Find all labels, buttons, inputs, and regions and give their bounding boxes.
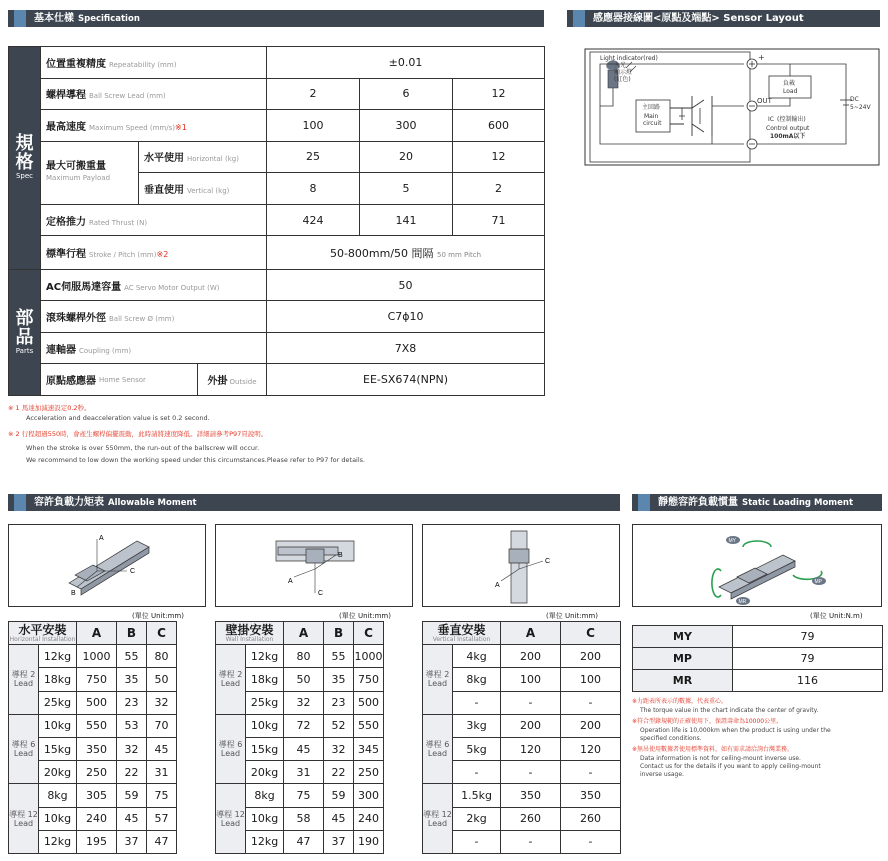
- vertical-moment-table: [422, 621, 621, 854]
- static-key: MY: [633, 626, 733, 648]
- moment-cell: 22: [117, 761, 147, 784]
- moment-cell: 45: [117, 807, 147, 830]
- moment-cell: 32: [284, 691, 324, 714]
- spec-table: [8, 46, 545, 396]
- static-note-3-en-b: Contact us for the details if you want to apply ceiling-mount: [640, 763, 821, 770]
- static-heading-zh: 靜態容許負載慣量: [658, 497, 738, 508]
- table-row: [216, 668, 414, 691]
- lead-label: 螺桿導程 Ball Screw Lead (mm): [41, 78, 267, 110]
- load-cell: 12kg: [246, 830, 284, 853]
- rated-thrust-value: 71: [453, 204, 545, 236]
- load-cell: 10kg: [246, 714, 284, 737]
- moment-cell: 350: [501, 784, 561, 807]
- spec-note-2-en: When the stroke is over 550mm, the run-out of the ballscrew will occur.: [26, 444, 260, 452]
- table-row: [9, 714, 207, 737]
- table-row: [9, 807, 207, 830]
- table-header-row: [216, 622, 414, 645]
- transistor-icon: [670, 96, 712, 136]
- label-b: B: [338, 552, 343, 559]
- parts-side-en: Parts: [15, 346, 34, 355]
- install-title: [9, 622, 77, 645]
- column-header: C: [561, 622, 621, 645]
- moment-cell: 200: [501, 714, 561, 737]
- max-speed-label: 最高速度 Maximum Speed (mm/s)※1: [41, 110, 267, 142]
- vertical-install-diagram: [422, 524, 620, 607]
- install-title-en: Vertical Installation: [432, 635, 491, 643]
- moment-cell: 35: [324, 668, 354, 691]
- moment-cell: 120: [501, 737, 561, 760]
- stroke-value: 50-800mm/50 間隔 50 mm Pitch: [267, 236, 545, 270]
- moment-cell: 22: [324, 761, 354, 784]
- static-note-2: ※符合型錄規範的正確使用下，保證壽命為10000公里。: [632, 718, 783, 725]
- repeatability-label: 位置重複精度 Repeatability (mm): [41, 47, 267, 79]
- moment-cell: 72: [284, 714, 324, 737]
- moment-cell: 32: [117, 737, 147, 760]
- load-cell: 20kg: [39, 761, 77, 784]
- sensor-heading: 感應器接線圖<原點及端點> Sensor Layout: [567, 10, 880, 27]
- load-cell: 1.5kg: [453, 784, 501, 807]
- payload-vertical-value: 5: [360, 173, 453, 205]
- label-a: A: [495, 582, 500, 589]
- install-title-zh: 壁掛安裝: [225, 622, 274, 637]
- static-value: 116: [733, 670, 883, 692]
- servo-value: 50: [267, 269, 545, 301]
- moment-cell: 23: [324, 691, 354, 714]
- moment-cell: 55: [324, 645, 354, 668]
- table-row: [216, 645, 414, 668]
- load-cell: 10kg: [39, 807, 77, 830]
- install-title-zh: 垂直安裝: [437, 622, 486, 637]
- load-cell: 18kg: [246, 668, 284, 691]
- moment-heading-en: Allowable Moment: [108, 498, 197, 508]
- wall-install-diagram: [215, 524, 413, 607]
- moment-cell: 47: [147, 830, 177, 853]
- lead-value: 2: [267, 78, 360, 110]
- moment-cell: 1000: [77, 645, 117, 668]
- payload-horizontal-value: 12: [453, 141, 545, 173]
- label-my: MY: [728, 538, 736, 544]
- moment-cell: 550: [354, 714, 384, 737]
- stroke-label: 標準行程 Stroke / Pitch (mm)※2: [41, 236, 267, 270]
- table-row: [423, 668, 621, 691]
- control-output-en: Control output: [766, 125, 810, 132]
- load-cell: 15kg: [39, 737, 77, 760]
- load-en: Load: [783, 88, 798, 95]
- moment-cell: -: [561, 761, 621, 784]
- lead-label: 導程 2 Lead: [216, 645, 246, 715]
- label-c: C: [545, 558, 551, 565]
- moment-cell: 59: [117, 784, 147, 807]
- moment-cell: 500: [77, 691, 117, 714]
- table-row: [423, 691, 621, 714]
- table-row: [423, 645, 621, 668]
- table-row: [633, 648, 883, 670]
- moment-cell: 75: [147, 784, 177, 807]
- moment-unit-2: (單位 Unit:mm): [339, 612, 391, 620]
- load-cell: 8kg: [453, 668, 501, 691]
- spec-note-1: ※ 1 馬達加減速設定0.2秒。: [8, 404, 91, 412]
- moment-heading: [8, 494, 620, 511]
- static-key: MR: [633, 670, 733, 692]
- moment-cell: 200: [501, 645, 561, 668]
- column-header: B: [324, 622, 354, 645]
- lead-label: 導程 12 Lead: [216, 784, 246, 854]
- horizontal-moment-table: [8, 621, 207, 854]
- max-speed-value: 600: [453, 110, 545, 142]
- static-note-3-en: Data information is not for ceiling-mount inverse use.: [640, 755, 801, 762]
- spec-heading-zh: 基本仕樣: [34, 13, 74, 24]
- ball-screw-dia-label: 滾珠螺桿外徑 Ball Screw Ø (mm): [41, 301, 267, 333]
- moment-cell: 250: [354, 761, 384, 784]
- coupling-label: 連軸器 Coupling (mm): [41, 332, 267, 364]
- load-cell: 12kg: [39, 645, 77, 668]
- lead-label: 導程 12 Lead: [423, 784, 453, 854]
- load-cell: 15kg: [246, 737, 284, 760]
- moment-cell: 190: [354, 830, 384, 853]
- moment-cell: -: [501, 761, 561, 784]
- max-speed-value: 100: [267, 110, 360, 142]
- coupling-value: 7X8: [267, 332, 545, 364]
- ball-screw-dia-value: C7ϕ10: [267, 301, 545, 333]
- label-b: B: [71, 590, 76, 597]
- moment-cell: 350: [77, 737, 117, 760]
- column-header: A: [77, 622, 117, 645]
- light-zh-1: 入光: [614, 62, 627, 69]
- light-zh-2: 顯示燈: [614, 69, 633, 76]
- static-note-3-en-c: inverse usage.: [640, 771, 684, 778]
- label-c: C: [318, 590, 324, 597]
- payload-horizontal-label: 水平使用 Horizontal (kg): [139, 141, 267, 173]
- table-row: [9, 830, 207, 853]
- main-circuit-en-1: Main: [644, 113, 659, 120]
- load-cell: 5kg: [453, 737, 501, 760]
- moment-cell: 45: [284, 737, 324, 760]
- table-row: [633, 626, 883, 648]
- payload-vertical-value: 8: [267, 173, 360, 205]
- spec-side-en: Spec: [15, 172, 34, 181]
- moment-cell: 59: [324, 784, 354, 807]
- mr-rotation-icon: [712, 569, 721, 597]
- moment-cell: 57: [147, 807, 177, 830]
- label-c: C: [130, 568, 136, 575]
- table-row: [423, 807, 621, 830]
- table-row: [216, 784, 414, 807]
- moment-cell: 100: [561, 668, 621, 691]
- moment-cell: 32: [324, 737, 354, 760]
- load-cell: 2kg: [453, 807, 501, 830]
- static-moment-diagram: [632, 524, 882, 607]
- moment-cell: 37: [324, 830, 354, 853]
- lead-value: 6: [360, 78, 453, 110]
- lead-label: 導程 6 Lead: [216, 714, 246, 784]
- moment-cell: 240: [354, 807, 384, 830]
- static-note-1: ※力距表所表示的數據，代表重心。: [632, 698, 728, 705]
- payload-horizontal-value: 25: [267, 141, 360, 173]
- moment-cell: 45: [324, 807, 354, 830]
- moment-cell: 52: [324, 714, 354, 737]
- home-sensor-value: EE-SX674(NPN): [267, 364, 545, 396]
- lead-value: 12: [453, 78, 545, 110]
- spec-heading-en: Specification: [78, 14, 140, 24]
- load-cell: -: [453, 691, 501, 714]
- load-cell: 10kg: [39, 714, 77, 737]
- moment-cell: 200: [561, 645, 621, 668]
- ic-label: IC: [768, 116, 774, 123]
- moment-cell: 750: [77, 668, 117, 691]
- load-cell: 25kg: [39, 691, 77, 714]
- load-cell: -: [453, 830, 501, 853]
- moment-cell: 80: [284, 645, 324, 668]
- moment-unit-1: (單位 Unit:mm): [132, 612, 184, 620]
- repeatability-value: ±0.01: [267, 47, 545, 79]
- table-row: [216, 830, 414, 853]
- moment-cell: 31: [284, 761, 324, 784]
- label-mp: MP: [814, 579, 822, 585]
- spec-heading: [8, 10, 544, 27]
- spec-note-2: ※ 2 行程超過550時，會產生螺桿偏擺震動，此時請將速度降低。詳細請參考P97頁說明。: [8, 430, 268, 438]
- static-moment-table: [632, 625, 883, 692]
- moment-cell: 260: [501, 807, 561, 830]
- moment-cell: -: [561, 830, 621, 853]
- install-title: [423, 622, 501, 645]
- moment-cell: -: [501, 691, 561, 714]
- moment-cell: 75: [284, 784, 324, 807]
- column-header: C: [147, 622, 177, 645]
- load-cell: 12kg: [246, 645, 284, 668]
- install-title-en: Horizontal Installation: [9, 635, 76, 643]
- table-row: [216, 691, 414, 714]
- moment-cell: 120: [561, 737, 621, 760]
- load-cell: 25kg: [246, 691, 284, 714]
- table-row: [216, 807, 414, 830]
- moment-cell: -: [501, 830, 561, 853]
- moment-cell: 350: [561, 784, 621, 807]
- moment-cell: 195: [77, 830, 117, 853]
- table-row: [216, 714, 414, 737]
- table-row: [423, 784, 621, 807]
- moment-cell: 37: [117, 830, 147, 853]
- static-note-1-en: The torque value in the chart indicate the center of gravity.: [640, 707, 819, 714]
- wall-moment-table: [215, 621, 414, 854]
- static-value: 79: [733, 626, 883, 648]
- spec-note-1-en: Acceleration and deacceleration value is set 0.2 second.: [26, 414, 210, 422]
- static-unit: (單位 Unit:N.m): [810, 612, 863, 620]
- table-row: [9, 737, 207, 760]
- spec-side-zh: 規格: [15, 133, 34, 174]
- table-header-row: [9, 622, 207, 645]
- control-output-value: 100mA以下: [770, 133, 806, 140]
- table-row: [9, 668, 207, 691]
- sensor-frame: [585, 49, 879, 165]
- moment-cell: 50: [284, 668, 324, 691]
- out-label: OUT: [757, 97, 772, 105]
- moment-unit-3: (單位 Unit:mm): [546, 612, 598, 620]
- table-row: [216, 737, 414, 760]
- moment-cell: 305: [77, 784, 117, 807]
- static-heading-en: Static Loading Moment: [742, 498, 854, 508]
- static-note-2-en-b: specified conditions.: [640, 735, 702, 742]
- column-header: C: [354, 622, 384, 645]
- install-title: [216, 622, 284, 645]
- column-header: A: [501, 622, 561, 645]
- table-row: [9, 761, 207, 784]
- horizontal-install-diagram: [8, 524, 206, 607]
- moment-cell: 500: [354, 691, 384, 714]
- max-payload-label: 最大可搬重量 Maximum Payload: [41, 141, 139, 204]
- label-a: A: [288, 578, 293, 585]
- moment-cell: 58: [284, 807, 324, 830]
- column-header: A: [284, 622, 324, 645]
- table-row: [216, 761, 414, 784]
- table-row: [423, 830, 621, 853]
- install-title-en: Wall Installation: [225, 635, 274, 643]
- rated-thrust-value: 141: [360, 204, 453, 236]
- moment-cell: 300: [354, 784, 384, 807]
- table-row: [423, 737, 621, 760]
- max-speed-value: 300: [360, 110, 453, 142]
- load-cell: 12kg: [39, 830, 77, 853]
- my-rotation-icon: [743, 541, 771, 547]
- label-mr: MR: [738, 599, 747, 605]
- label-a: A: [99, 535, 104, 542]
- load-cell: 20kg: [246, 761, 284, 784]
- payload-vertical-label: 垂直使用 Vertical (kg): [139, 173, 267, 205]
- moment-cell: 35: [117, 668, 147, 691]
- moment-cell: 260: [561, 807, 621, 830]
- moment-cell: 47: [284, 830, 324, 853]
- moment-cell: 550: [77, 714, 117, 737]
- load-cell: 10kg: [246, 807, 284, 830]
- moment-cell: 55: [117, 645, 147, 668]
- load-cell: 4kg: [453, 645, 501, 668]
- table-row: [423, 714, 621, 737]
- static-value: 79: [733, 648, 883, 670]
- table-row: [423, 761, 621, 784]
- spec-note-2-en-b: We recommend to low down the working speed under this circumstances.Please refer to P97 for details.: [26, 456, 366, 464]
- rated-thrust-value: 424: [267, 204, 360, 236]
- control-output-zh: (控制輸出): [777, 116, 806, 123]
- parts-side-zh: 部品: [15, 307, 34, 348]
- moment-cell: 250: [77, 761, 117, 784]
- moment-heading-zh: 容許負載力矩表: [34, 497, 104, 508]
- moment-cell: 70: [147, 714, 177, 737]
- moment-cell: 53: [117, 714, 147, 737]
- table-row: [633, 670, 883, 692]
- moment-cell: 80: [147, 645, 177, 668]
- moment-cell: 31: [147, 761, 177, 784]
- static-note-3: ※無吊使用數據者使用標準資料，如有需求請洽詢台灣業務。: [632, 746, 794, 753]
- static-key: MP: [633, 648, 733, 670]
- load-cell: 8kg: [39, 784, 77, 807]
- table-row: [9, 645, 207, 668]
- rated-thrust-label: 定格推力 Rated Thrust (N): [41, 204, 267, 236]
- install-title-zh: 水平安裝: [18, 622, 67, 637]
- light-zh-3: (紅色): [614, 76, 631, 83]
- main-circuit-en-2: circuit: [643, 120, 662, 127]
- load-cell: 3kg: [453, 714, 501, 737]
- static-note-2-en: Operation life is 10,000km when the product is using under the: [640, 727, 831, 734]
- lead-label: 導程 2 Lead: [423, 645, 453, 715]
- moment-cell: -: [561, 691, 621, 714]
- load-cell: 8kg: [246, 784, 284, 807]
- lead-label: 導程 6 Lead: [423, 714, 453, 784]
- servo-label: AC伺服馬達容量 AC Servo Motor Output (W): [41, 269, 267, 301]
- main-circuit-zh: 主回路: [642, 104, 661, 111]
- light-indicator-label: Light indicator(red): [600, 55, 658, 62]
- column-header: B: [117, 622, 147, 645]
- payload-horizontal-value: 20: [360, 141, 453, 173]
- dc-voltage-label: 5~24V: [850, 104, 871, 111]
- spec-side-label: [9, 47, 41, 270]
- parts-side-label: [9, 269, 41, 395]
- table-row: [9, 784, 207, 807]
- moment-cell: 750: [354, 668, 384, 691]
- table-row: [9, 691, 207, 714]
- load-cell: 18kg: [39, 668, 77, 691]
- moment-cell: 23: [117, 691, 147, 714]
- lead-label: 導程 2 Lead: [9, 645, 39, 715]
- lead-label: 導程 12 Lead: [9, 784, 39, 854]
- moment-cell: 32: [147, 691, 177, 714]
- load-zh: 負載: [783, 80, 796, 87]
- lead-label: 導程 6 Lead: [9, 714, 39, 784]
- moment-cell: 345: [354, 737, 384, 760]
- moment-cell: 100: [501, 668, 561, 691]
- moment-cell: 50: [147, 668, 177, 691]
- table-header-row: [423, 622, 621, 645]
- payload-vertical-value: 2: [453, 173, 545, 205]
- moment-cell: 240: [77, 807, 117, 830]
- home-sensor-label: 原點感應器 Home Sensor 外掛 Outside: [41, 364, 267, 396]
- plus-label: +: [758, 53, 765, 62]
- dc-label: DC: [850, 96, 859, 103]
- sensor-wiring-diagram: [584, 48, 880, 166]
- static-heading: [632, 494, 882, 511]
- moment-cell: 200: [561, 714, 621, 737]
- moment-cell: 45: [147, 737, 177, 760]
- load-cell: -: [453, 761, 501, 784]
- moment-cell: 1000: [354, 645, 384, 668]
